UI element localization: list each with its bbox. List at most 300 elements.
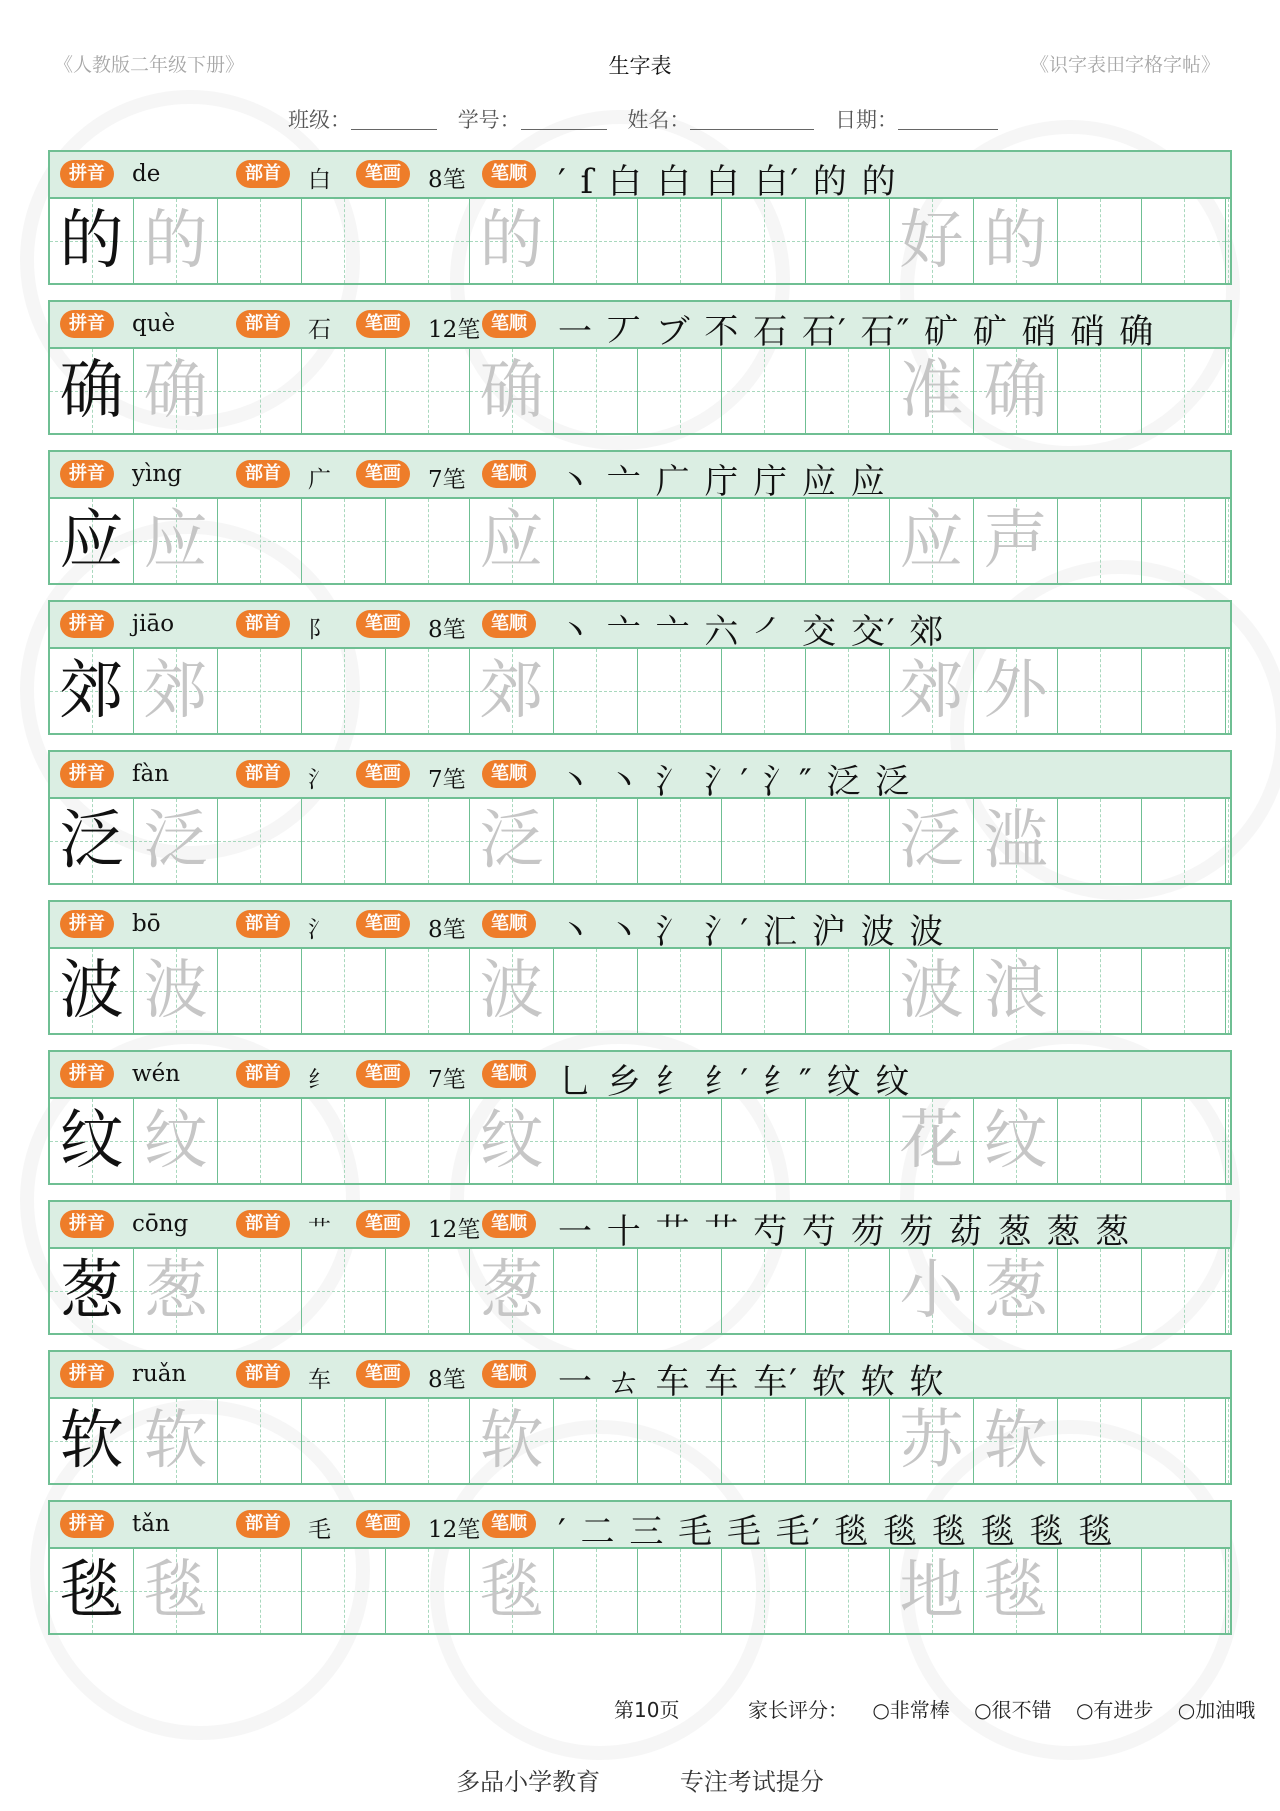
tianzige-cell[interactable]	[1142, 799, 1226, 883]
tianzige-cell[interactable]	[218, 649, 302, 733]
page-title: 生字表	[608, 54, 672, 78]
trace-character: 纹	[143, 1104, 208, 1178]
tianzige-cell[interactable]	[890, 1249, 974, 1333]
tianzige-cell[interactable]	[50, 649, 134, 733]
radical-value: 毛	[308, 1517, 331, 1543]
student-id-label: 学号：	[457, 108, 521, 132]
tianzige-cell[interactable]	[50, 799, 134, 883]
tianzige-row	[50, 1399, 1230, 1483]
tianzige-cell[interactable]	[50, 1249, 134, 1333]
tianzige-row	[50, 1099, 1230, 1183]
tianzige-cell[interactable]	[638, 1549, 722, 1633]
tianzige-cell[interactable]	[218, 1549, 302, 1633]
tianzige-cell[interactable]	[1226, 349, 1230, 433]
tianzige-cell[interactable]	[134, 1399, 218, 1483]
radical-tag: 部首	[236, 610, 290, 638]
tianzige-cell[interactable]	[722, 1549, 806, 1633]
radical-value: 氵	[308, 917, 331, 943]
trace-character: 应	[143, 504, 208, 578]
tianzige-cell[interactable]	[554, 649, 638, 733]
tianzige-cell[interactable]	[218, 1099, 302, 1183]
tianzige-cell[interactable]	[1142, 1549, 1226, 1633]
tianzige-cell[interactable]	[974, 199, 1058, 283]
tianzige-cell[interactable]	[470, 199, 554, 283]
radical-value: 氵	[308, 767, 331, 793]
tianzige-cell[interactable]	[638, 949, 722, 1033]
trace-character: 外	[983, 654, 1048, 728]
tianzige-cell[interactable]	[806, 1249, 890, 1333]
name-field[interactable]	[690, 109, 814, 130]
tianzige-cell[interactable]	[1058, 949, 1142, 1033]
tianzige-cell[interactable]	[386, 499, 470, 583]
character-entry	[48, 600, 1232, 735]
pinyin-value: yìng	[132, 461, 182, 487]
tianzige-cell[interactable]	[218, 949, 302, 1033]
trace-character: 毯	[143, 1554, 208, 1628]
radical-tag: 部首	[236, 1510, 290, 1538]
stroke-order-value: 丶 丶 氵 氵′ 汇 沪 波 波	[558, 912, 946, 952]
stroke-order-tag: 笔顺	[482, 310, 536, 338]
tianzige-cell[interactable]	[218, 1249, 302, 1333]
model-character: 葱	[59, 1254, 124, 1328]
tianzige-cell[interactable]	[302, 499, 386, 583]
tianzige-cell[interactable]	[890, 1549, 974, 1633]
tianzige-cell[interactable]	[386, 649, 470, 733]
tianzige-cell[interactable]	[638, 1249, 722, 1333]
tianzige-cell[interactable]	[722, 499, 806, 583]
tianzige-cell[interactable]	[554, 1549, 638, 1633]
pinyin-tag: 拼音	[60, 1510, 114, 1538]
tianzige-cell[interactable]	[218, 349, 302, 433]
trace-character: 苏	[899, 1404, 964, 1478]
tianzige-cell[interactable]	[1058, 1399, 1142, 1483]
student-id-field[interactable]	[521, 109, 607, 130]
character-entry	[48, 1200, 1232, 1335]
tianzige-cell[interactable]	[470, 799, 554, 883]
tianzige-cell[interactable]	[1142, 199, 1226, 283]
tianzige-cell[interactable]	[134, 199, 218, 283]
tianzige-cell[interactable]	[1226, 199, 1230, 283]
character-entry	[48, 450, 1232, 585]
tianzige-cell[interactable]	[890, 199, 974, 283]
tianzige-cell[interactable]	[134, 1099, 218, 1183]
tianzige-cell[interactable]	[1142, 349, 1226, 433]
strokes-tag: 笔画	[356, 910, 410, 938]
rating-option-keep-going[interactable]: ○加油哦	[1177, 1698, 1256, 1722]
tianzige-cell[interactable]	[218, 799, 302, 883]
tianzige-cell[interactable]	[638, 799, 722, 883]
tianzige-cell[interactable]	[974, 1549, 1058, 1633]
trace-character: 地	[899, 1554, 964, 1628]
tianzige-cell[interactable]	[890, 949, 974, 1033]
tianzige-cell[interactable]	[890, 649, 974, 733]
tianzige-cell[interactable]	[638, 349, 722, 433]
page-number: 第10页	[614, 1698, 680, 1722]
pinyin-value: cōng	[132, 1211, 189, 1237]
tianzige-cell[interactable]	[722, 1399, 806, 1483]
character-entry	[48, 150, 1232, 285]
trace-character: 声	[983, 504, 1048, 578]
strokes-value: 7笔	[428, 767, 466, 793]
tianzige-cell[interactable]	[386, 199, 470, 283]
tianzige-cell[interactable]	[638, 499, 722, 583]
tianzige-cell[interactable]	[50, 1399, 134, 1483]
tianzige-cell[interactable]	[554, 1249, 638, 1333]
pinyin-tag: 拼音	[60, 610, 114, 638]
trace-character: 浪	[983, 954, 1048, 1028]
stroke-order-tag: 笔顺	[482, 1510, 536, 1538]
entry-info-bar	[50, 1052, 1230, 1102]
trace-character: 小	[899, 1254, 964, 1328]
trace-character: 葱	[983, 1254, 1048, 1328]
tianzige-cell[interactable]	[1142, 1099, 1226, 1183]
stroke-order-tag: 笔顺	[482, 1060, 536, 1088]
tianzige-cell[interactable]	[1226, 1099, 1230, 1183]
tianzige-cell[interactable]	[302, 1099, 386, 1183]
trace-character: 的	[143, 204, 208, 278]
pinyin-value: bō	[132, 911, 161, 937]
stroke-order-tag: 笔顺	[482, 160, 536, 188]
tianzige-row	[50, 499, 1230, 583]
trace-character: 毯	[479, 1554, 544, 1628]
tianzige-cell[interactable]	[974, 949, 1058, 1033]
model-character: 郊	[59, 654, 124, 728]
tianzige-cell[interactable]	[302, 1399, 386, 1483]
tianzige-cell[interactable]	[386, 949, 470, 1033]
strokes-tag: 笔画	[356, 160, 410, 188]
tianzige-cell[interactable]	[806, 799, 890, 883]
tianzige-cell[interactable]	[1058, 1099, 1142, 1183]
model-character: 毯	[59, 1554, 124, 1628]
tianzige-cell[interactable]	[554, 1399, 638, 1483]
pinyin-tag: 拼音	[60, 1360, 114, 1388]
rating-option-progress[interactable]: ○有进步	[1075, 1698, 1154, 1722]
tianzige-cell[interactable]	[302, 349, 386, 433]
model-character: 泛	[59, 804, 124, 878]
tianzige-cell[interactable]	[302, 199, 386, 283]
stroke-order-tag: 笔顺	[482, 1360, 536, 1388]
tianzige-cell[interactable]	[890, 1099, 974, 1183]
tianzige-cell[interactable]	[806, 1549, 890, 1633]
model-character: 的	[59, 204, 124, 278]
entry-info-bar	[50, 902, 1230, 952]
tianzige-cell[interactable]	[302, 949, 386, 1033]
strokes-value: 12笔	[428, 1517, 481, 1543]
tianzige-row	[50, 349, 1230, 433]
tianzige-cell[interactable]	[722, 949, 806, 1033]
tianzige-cell[interactable]	[554, 199, 638, 283]
tianzige-cell[interactable]	[1142, 949, 1226, 1033]
strokes-value: 8笔	[428, 617, 466, 643]
tianzige-cell[interactable]	[50, 349, 134, 433]
tianzige-cell[interactable]	[50, 1099, 134, 1183]
tianzige-row	[50, 949, 1230, 1033]
tianzige-cell[interactable]	[722, 349, 806, 433]
trace-character: 软	[143, 1404, 208, 1478]
tianzige-cell[interactable]	[50, 199, 134, 283]
tianzige-cell[interactable]	[1142, 499, 1226, 583]
tianzige-cell[interactable]	[806, 1099, 890, 1183]
tianzige-cell[interactable]	[302, 649, 386, 733]
tianzige-cell[interactable]	[638, 649, 722, 733]
radical-tag: 部首	[236, 460, 290, 488]
stroke-order-tag: 笔顺	[482, 910, 536, 938]
pinyin-tag: 拼音	[60, 1210, 114, 1238]
tianzige-cell[interactable]	[134, 1549, 218, 1633]
rating-option-excellent[interactable]: ○非常棒	[872, 1698, 950, 1722]
tianzige-cell[interactable]	[806, 499, 890, 583]
tianzige-cell[interactable]	[1226, 1549, 1230, 1633]
tianzige-cell[interactable]	[806, 349, 890, 433]
tianzige-cell[interactable]	[302, 1549, 386, 1633]
trace-character: 确	[143, 354, 208, 428]
strokes-value: 8笔	[428, 917, 466, 943]
tianzige-cell[interactable]	[1058, 649, 1142, 733]
tianzige-cell[interactable]	[470, 1099, 554, 1183]
tianzige-cell[interactable]	[974, 1399, 1058, 1483]
entry-info-bar	[50, 152, 1230, 202]
tianzige-cell[interactable]	[470, 499, 554, 583]
pinyin-tag: 拼音	[60, 910, 114, 938]
strokes-value: 7笔	[428, 1067, 466, 1093]
tianzige-cell[interactable]	[1058, 349, 1142, 433]
tianzige-cell[interactable]	[554, 799, 638, 883]
tianzige-cell[interactable]	[470, 949, 554, 1033]
tianzige-cell[interactable]	[722, 199, 806, 283]
tianzige-cell[interactable]	[1142, 1399, 1226, 1483]
radical-tag: 部首	[236, 1210, 290, 1238]
tianzige-cell[interactable]	[218, 199, 302, 283]
tianzige-cell[interactable]	[554, 949, 638, 1033]
tianzige-cell[interactable]	[554, 499, 638, 583]
tianzige-cell[interactable]	[974, 649, 1058, 733]
tianzige-cell[interactable]	[386, 799, 470, 883]
pinyin-tag: 拼音	[60, 460, 114, 488]
tianzige-cell[interactable]	[218, 499, 302, 583]
strokes-value: 12笔	[428, 317, 481, 343]
tianzige-row	[50, 799, 1230, 883]
trace-character: 应	[479, 504, 544, 578]
tianzige-cell[interactable]	[1142, 1249, 1226, 1333]
trace-character: 泛	[143, 804, 208, 878]
tianzige-cell[interactable]	[386, 1249, 470, 1333]
tianzige-cell[interactable]	[302, 799, 386, 883]
tianzige-cell[interactable]	[722, 1099, 806, 1183]
trace-character: 的	[479, 204, 544, 278]
character-entry	[48, 300, 1232, 435]
tianzige-cell[interactable]	[722, 1249, 806, 1333]
class-field[interactable]	[351, 109, 437, 130]
tianzige-cell[interactable]	[1058, 799, 1142, 883]
tianzige-cell[interactable]	[386, 349, 470, 433]
trace-character: 波	[143, 954, 208, 1028]
tianzige-cell[interactable]	[554, 349, 638, 433]
tianzige-cell[interactable]	[470, 1399, 554, 1483]
stroke-order-value: ′ 二 三 毛 毛 毛′ 毯 毯 毯 毯 毯 毯	[558, 1512, 1115, 1552]
radical-value: 阝	[308, 617, 331, 643]
tianzige-cell[interactable]	[974, 349, 1058, 433]
brand-slogan: 专注考试提分	[679, 1768, 824, 1796]
tianzige-cell[interactable]	[134, 949, 218, 1033]
strokes-tag: 笔画	[356, 1510, 410, 1538]
date-field[interactable]	[898, 109, 998, 130]
tianzige-cell[interactable]	[638, 1099, 722, 1183]
character-entry	[48, 1050, 1232, 1185]
strokes-value: 8笔	[428, 1367, 466, 1393]
trace-character: 波	[479, 954, 544, 1028]
strokes-tag: 笔画	[356, 610, 410, 638]
tianzige-cell[interactable]	[1058, 199, 1142, 283]
rating-label: 家长评分：	[748, 1698, 848, 1722]
trace-character: 应	[899, 504, 964, 578]
tianzige-cell[interactable]	[1226, 949, 1230, 1033]
stroke-order-value: 一 ㄊ 车 车 车′ 软 软 软	[558, 1362, 946, 1402]
stroke-order-value: 丶 亠 广 庁 庁 应 应	[558, 462, 887, 502]
tianzige-row	[50, 1549, 1230, 1633]
tianzige-cell[interactable]	[386, 1099, 470, 1183]
entry-info-bar	[50, 1202, 1230, 1252]
stroke-order-value: 丶 亠 亠 六 ㇒ 交 交′ 郊	[558, 612, 946, 652]
radical-value: 纟	[308, 1067, 331, 1093]
tianzige-cell[interactable]	[1226, 1249, 1230, 1333]
strokes-value: 8笔	[428, 167, 466, 193]
tianzige-cell[interactable]	[50, 949, 134, 1033]
tianzige-cell[interactable]	[554, 1099, 638, 1183]
tianzige-cell[interactable]	[806, 649, 890, 733]
pinyin-value: fàn	[132, 761, 170, 787]
tianzige-row	[50, 649, 1230, 733]
tianzige-cell[interactable]	[638, 199, 722, 283]
radical-tag: 部首	[236, 310, 290, 338]
radical-value: 白	[308, 167, 331, 193]
pinyin-value: ruǎn	[132, 1361, 187, 1387]
tianzige-cell[interactable]	[470, 349, 554, 433]
trace-character: 好	[899, 204, 964, 278]
tianzige-cell[interactable]	[1142, 649, 1226, 733]
tianzige-cell[interactable]	[638, 1399, 722, 1483]
trace-character: 泛	[899, 804, 964, 878]
pinyin-tag: 拼音	[60, 310, 114, 338]
trace-character: 泛	[479, 804, 544, 878]
trace-character: 确	[479, 354, 544, 428]
pinyin-value: de	[132, 161, 161, 187]
pinyin-value: jiāo	[132, 611, 175, 637]
model-character: 波	[59, 954, 124, 1028]
tianzige-cell[interactable]	[218, 1399, 302, 1483]
tianzige-cell[interactable]	[470, 1549, 554, 1633]
stroke-order-value: 一 丆 ブ 不 石 石′ 石″ 矿 矿 硝 硝 确	[558, 312, 1156, 352]
brand-footer	[0, 1762, 1280, 1797]
tianzige-cell[interactable]	[890, 499, 974, 583]
tianzige-cell[interactable]	[974, 1099, 1058, 1183]
tianzige-cell[interactable]	[974, 799, 1058, 883]
pinyin-tag: 拼音	[60, 1060, 114, 1088]
trace-character: 郊	[143, 654, 208, 728]
tianzige-cell[interactable]	[134, 1249, 218, 1333]
date-label: 日期：	[835, 108, 899, 132]
tianzige-cell[interactable]	[722, 649, 806, 733]
strokes-value: 12笔	[428, 1217, 481, 1243]
radical-tag: 部首	[236, 1060, 290, 1088]
trace-character: 准	[899, 354, 964, 428]
tianzige-cell[interactable]	[134, 349, 218, 433]
tianzige-cell[interactable]	[890, 349, 974, 433]
model-character: 软	[59, 1404, 124, 1478]
tianzige-cell[interactable]	[806, 199, 890, 283]
tianzige-cell[interactable]	[1226, 499, 1230, 583]
strokes-tag: 笔画	[356, 460, 410, 488]
entry-info-bar	[50, 1502, 1230, 1552]
radical-value: 艹	[308, 1217, 331, 1243]
tianzige-cell[interactable]	[470, 1249, 554, 1333]
tianzige-cell[interactable]	[890, 1399, 974, 1483]
entry-info-bar	[50, 302, 1230, 352]
character-entry	[48, 750, 1232, 885]
stroke-order-tag: 笔顺	[482, 610, 536, 638]
radical-value: 车	[308, 1367, 331, 1393]
tianzige-cell[interactable]	[974, 1249, 1058, 1333]
rating-option-good[interactable]: ○很不错	[974, 1698, 1052, 1722]
tianzige-cell[interactable]	[134, 799, 218, 883]
trace-character: 软	[479, 1404, 544, 1478]
radical-value: 广	[308, 467, 331, 493]
character-entry	[48, 1350, 1232, 1485]
strokes-tag: 笔画	[356, 1210, 410, 1238]
pinyin-value: què	[132, 311, 176, 337]
tianzige-cell[interactable]	[806, 1399, 890, 1483]
trace-character: 花	[899, 1104, 964, 1178]
entry-info-bar	[50, 602, 1230, 652]
pinyin-tag: 拼音	[60, 760, 114, 788]
tianzige-cell[interactable]	[134, 499, 218, 583]
tianzige-cell[interactable]	[890, 799, 974, 883]
trace-character: 滥	[983, 804, 1048, 878]
tianzige-cell[interactable]	[974, 499, 1058, 583]
header-left-book-title: 《人教版二年级下册》	[54, 54, 245, 76]
tianzige-cell[interactable]	[50, 1549, 134, 1633]
model-character: 纹	[59, 1104, 124, 1178]
tianzige-cell[interactable]	[470, 649, 554, 733]
stroke-order-tag: 笔顺	[482, 1210, 536, 1238]
character-entry	[48, 900, 1232, 1035]
tianzige-cell[interactable]	[1058, 499, 1142, 583]
tianzige-cell[interactable]	[134, 649, 218, 733]
stroke-order-tag: 笔顺	[482, 460, 536, 488]
tianzige-cell[interactable]	[386, 1399, 470, 1483]
trace-character: 毯	[983, 1554, 1048, 1628]
tianzige-cell[interactable]	[1058, 1549, 1142, 1633]
tianzige-cell[interactable]	[50, 499, 134, 583]
trace-character: 确	[983, 354, 1048, 428]
tianzige-cell[interactable]	[386, 1549, 470, 1633]
tianzige-cell[interactable]	[1058, 1249, 1142, 1333]
pinyin-tag: 拼音	[60, 160, 114, 188]
tianzige-cell[interactable]	[1226, 799, 1230, 883]
tianzige-cell[interactable]	[1226, 649, 1230, 733]
entry-info-bar	[50, 452, 1230, 502]
tianzige-cell[interactable]	[722, 799, 806, 883]
trace-character: 的	[983, 204, 1048, 278]
trace-character: 纹	[479, 1104, 544, 1178]
tianzige-cell[interactable]	[806, 949, 890, 1033]
tianzige-cell[interactable]	[1226, 1399, 1230, 1483]
strokes-tag: 笔画	[356, 1060, 410, 1088]
tianzige-row	[50, 199, 1230, 283]
radical-tag: 部首	[236, 160, 290, 188]
entry-info-bar	[50, 752, 1230, 802]
radical-tag: 部首	[236, 760, 290, 788]
tianzige-cell[interactable]	[302, 1249, 386, 1333]
